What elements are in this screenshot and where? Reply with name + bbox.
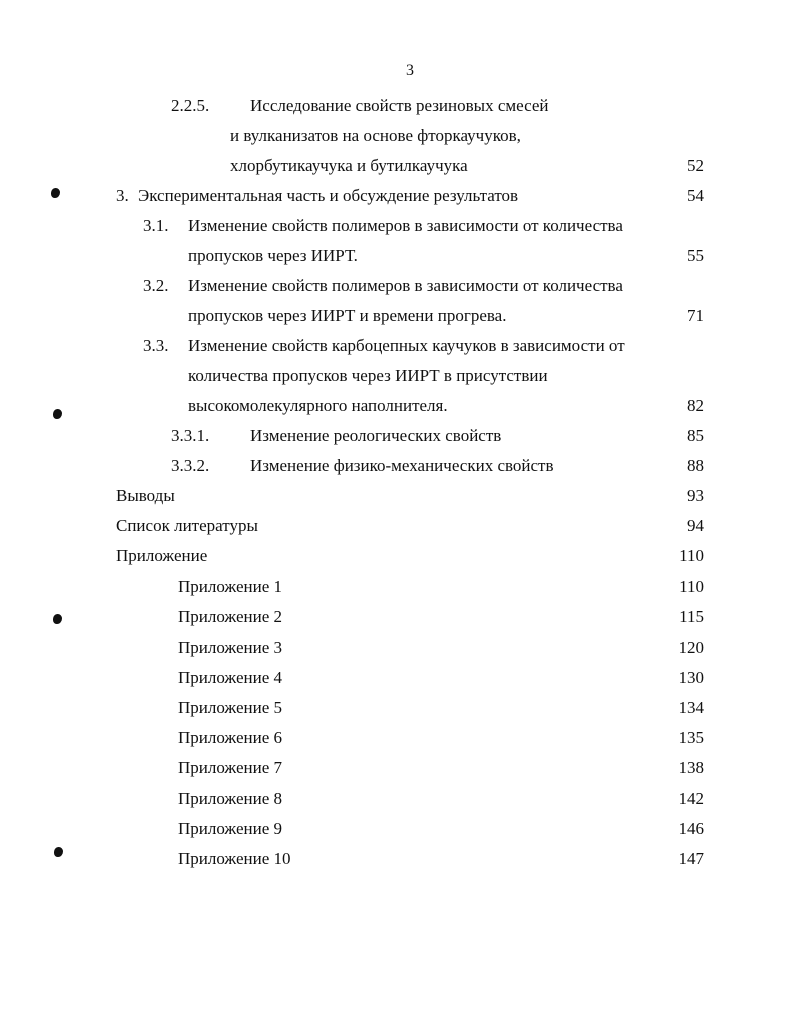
toc-title-3-3-2: Изменение физико-механических свойств <box>250 456 554 475</box>
toc-title-3-1-line-2: пропусков через ИИРТ. <box>188 246 358 265</box>
toc-title-appendix: Приложение <box>116 546 208 565</box>
toc-number-3-3: 3.3. <box>143 336 169 355</box>
toc-page-3-3: 82 <box>687 396 704 415</box>
toc-page-references: 94 <box>687 516 704 535</box>
toc-page-3-1: 55 <box>687 246 704 265</box>
toc-title-appendix-7: Приложение 7 <box>178 758 282 777</box>
toc-title-appendix-6: Приложение 6 <box>178 728 282 747</box>
toc-number-3-3-1: 3.3.1. <box>171 426 210 445</box>
toc-title-conclusions: Выводы <box>116 486 175 505</box>
toc-number-3-2: 3.2. <box>143 276 169 295</box>
page-number: 3 <box>406 62 414 79</box>
toc-page-3-3-2: 88 <box>687 456 704 475</box>
toc-title-3-3-1: Изменение реологических свойств <box>250 426 502 445</box>
toc-page-3-2: 71 <box>687 306 704 325</box>
toc-title-appendix-5: Приложение 5 <box>178 698 282 717</box>
toc-page-appendix-9: 146 <box>678 819 704 838</box>
toc-title-3-1-line-1: Изменение свойств полимеров в зависимости от количества <box>188 216 623 235</box>
toc-page-appendix-10: 147 <box>678 849 704 868</box>
toc-title-3-3-line-3: высокомолекулярного наполнителя. <box>188 396 448 415</box>
toc-title-3-2-line-1: Изменение свойств полимеров в зависимости от количества <box>188 276 623 295</box>
toc-title-appendix-4: Приложение 4 <box>178 668 282 687</box>
toc-number-3-1: 3.1. <box>143 216 169 235</box>
toc-page-appendix-7: 138 <box>678 758 704 777</box>
toc-page-appendix: 110 <box>679 546 704 565</box>
toc-title-appendix-10: Приложение 10 <box>178 849 291 868</box>
toc-page-conclusions: 93 <box>687 486 704 505</box>
scan-mark <box>53 614 62 624</box>
toc-title-2-2-5-line-2: и вулканизатов на основе фторкаучуков, <box>230 126 521 145</box>
toc-title-appendix-9: Приложение 9 <box>178 819 282 838</box>
toc-number-3-3-2: 3.3.2. <box>171 456 210 475</box>
toc-title-3: Экспериментальная часть и обсуждение результатов <box>138 186 519 205</box>
toc-page-appendix-8: 142 <box>678 789 704 808</box>
toc-title-3-2-line-2: пропусков через ИИРТ и времени прогрева. <box>188 306 507 325</box>
toc-title-3-3-line-2: количества пропусков через ИИРТ в присутствии <box>188 366 548 385</box>
toc-title-appendix-8: Приложение 8 <box>178 789 282 808</box>
toc-page-appendix-4: 130 <box>678 668 704 687</box>
toc-page-appendix-5: 134 <box>678 698 704 717</box>
scan-mark <box>54 847 63 857</box>
toc-title-appendix-2: Приложение 2 <box>178 607 282 626</box>
toc-title-2-2-5-line-1: Исследование свойств резиновых смесей <box>250 96 549 115</box>
toc-page-3: 54 <box>687 186 704 205</box>
toc-number-3: 3. <box>116 186 129 205</box>
toc-title-appendix-3: Приложение 3 <box>178 638 282 657</box>
toc-title-3-3-line-1: Изменение свойств карбоцепных каучуков в зависимости от <box>188 336 625 355</box>
toc-page-appendix-3: 120 <box>678 638 704 657</box>
toc-page-appendix-2: 115 <box>679 607 704 626</box>
scan-mark <box>51 188 60 198</box>
toc-number-2-2-5: 2.2.5. <box>171 96 210 115</box>
toc-page-appendix-1: 110 <box>679 577 704 596</box>
toc-page-appendix-6: 135 <box>678 728 704 747</box>
toc-page-2-2-5: 52 <box>687 156 704 175</box>
toc-page-3-3-1: 85 <box>687 426 704 445</box>
toc-title-appendix-1: Приложение 1 <box>178 577 282 596</box>
scan-mark <box>53 409 62 419</box>
toc-title-2-2-5-line-3: хлорбутикаучука и бутилкаучука <box>230 156 468 175</box>
toc-title-references: Список литературы <box>116 516 258 535</box>
